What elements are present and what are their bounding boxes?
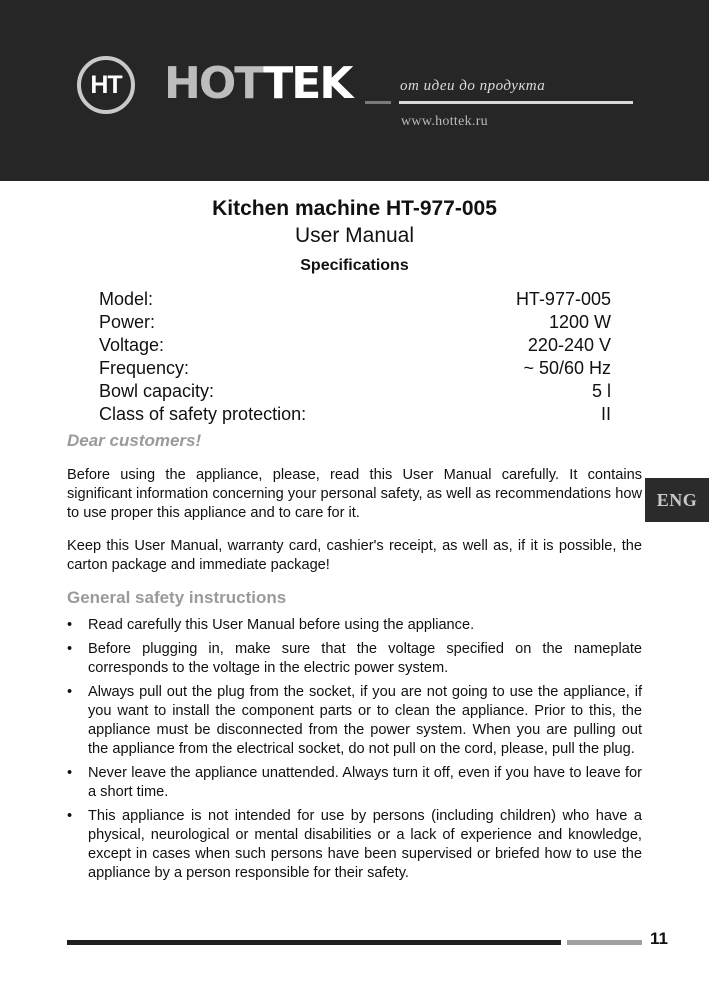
spec-value: 1200 W [548,312,611,332]
list-item-text: Before plugging in, make sure that the voltage specified on the nameplate corresponds to the voltage in the electric power system. [88,641,642,676]
list-item [67,764,642,802]
bullet-marker: • [67,617,73,633]
spec-row [99,288,611,311]
brand-website: www.hottek.ru [401,114,488,129]
safety-list [67,616,642,888]
slogan-dash [365,101,391,104]
footer-bar-grey [567,940,642,945]
spec-row [99,334,611,357]
list-item-text: Read carefully this User Manual before using the appliance. [88,617,475,633]
specifications-heading: Specifications [300,257,409,274]
slogan-underline [399,101,633,104]
brand-logo-wordmark [164,58,351,110]
bullet-marker: • [67,684,73,700]
dear-customers-heading: Dear customers! [67,431,202,450]
spec-label: Frequency: [99,358,190,378]
spec-row [99,357,611,380]
product-title: Kitchen machine HT-977-005 [212,197,497,220]
list-item [67,640,642,678]
specifications-table [99,288,611,426]
spec-label: Bowl capacity: [99,381,215,401]
document-type: User Manual [294,224,415,247]
intro-paragraph: Before using the appliance, please, read this User Manual carefully. It contains significant information concerning your personal safety, as well as recommendations how to use proper this appliance and to care for it. [67,467,642,521]
spec-value: 5 l [591,381,611,401]
spec-value: II [600,404,611,424]
bullet-marker: • [67,808,73,824]
spec-row [99,380,611,403]
page-number: 11 [650,929,668,948]
safety-heading: General safety instructions [67,588,287,607]
brand-slogan: от идеи до продукта [400,78,546,94]
keep-manual-paragraph: Keep this User Manual, warranty card, cashier's receipt, as well as, if it is possible, the carton package and immediate package! [67,538,642,573]
list-item-text: Never leave the appliance unattended. Always turn it off, even if you have to leave for a short time. [88,765,642,800]
spec-row [99,311,611,334]
list-item [67,683,642,759]
list-item [67,807,642,883]
spec-label: Voltage: [99,335,165,355]
spec-value: 220-240 V [527,335,611,355]
logo-word-part1: HOT [164,58,264,109]
spec-value: ~ 50/60 Hz [523,358,611,378]
footer-bar-dark [67,940,561,945]
spec-label: Power: [99,312,156,332]
bullet-marker: • [67,641,73,657]
bullet-marker: • [67,765,73,781]
list-item-text: This appliance is not intended for use by persons (including children) who have a physical, neurological or mental disabilities or a lack of experience and knowledge, except in cases when such persons have been supervised or briefed how to use the appliance by a person responsible for their safety. [88,808,642,881]
list-item [67,616,642,635]
spec-value: HT-977-005 [515,289,611,309]
logo-word-part2: TEK [263,58,352,109]
spec-row [99,403,611,426]
spec-label: Class of safety protection: [99,404,307,424]
list-item-text: Always pull out the plug from the socket, if you are not going to use the appliance, if you want to install the component parts or to clean the appliance. Prior to this, the appliance must be disconnected from the power system. When you are pulling out the appliance from the electrical socket, do not pull on the cord, please, pull the plug. [88,684,642,757]
header-banner [0,0,709,181]
brand-logo-mark: HT [77,56,135,114]
language-tab: ENG [645,478,709,522]
spec-label: Model: [99,289,154,309]
